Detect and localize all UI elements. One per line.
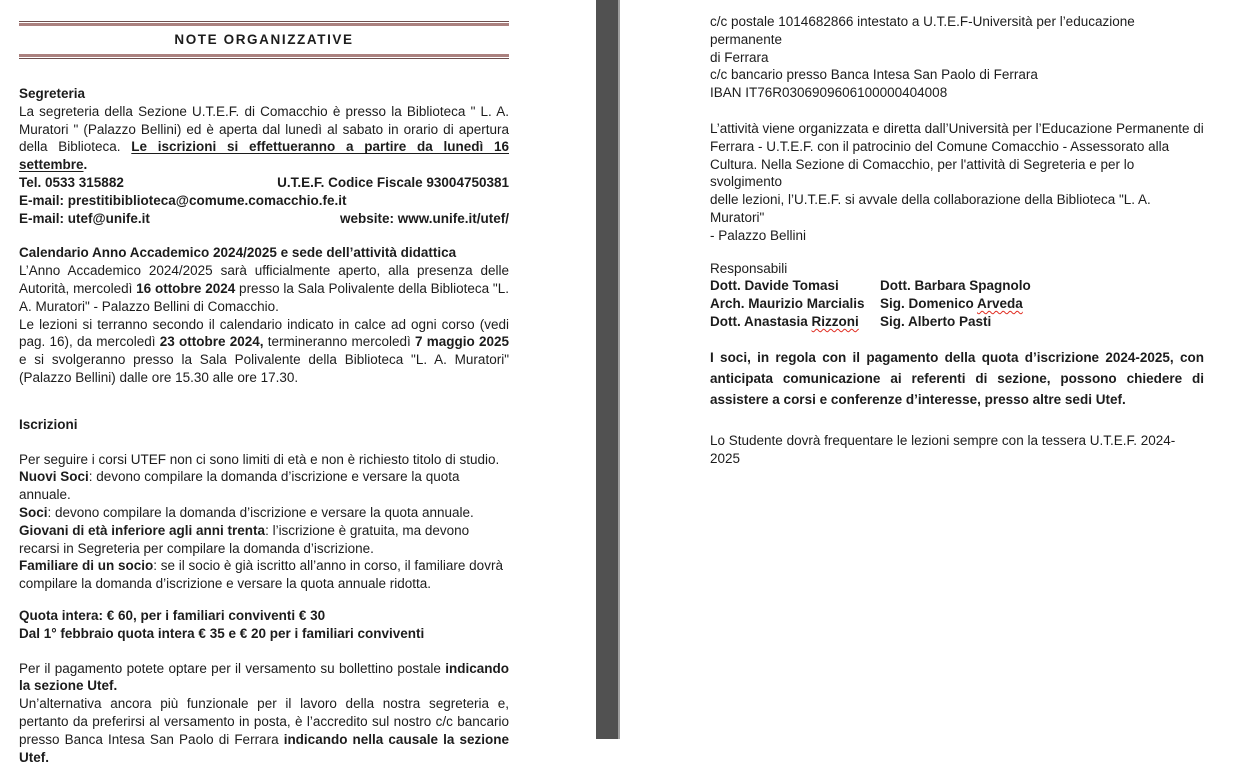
iscrizioni-soci: Soci: devono compilare la domanda d’iscrizione e versare la quota annuale.: [19, 504, 474, 520]
responsabile-name: Dott. Davide Tomasi: [710, 278, 839, 294]
iscrizioni-familiare: Familiare di un socio: se il socio è già iscritto all’anno in corso, il familiare dovrà compilare la domanda d’iscrizione e versare la quota annuale ridotta.: [19, 558, 503, 592]
iscrizioni-heading: Iscrizioni: [19, 416, 78, 432]
tessera-studente-line: Lo Studente dovrà frequentare le lezioni sempre con la tessera U.T.E.F. 2024-2025: [710, 432, 1176, 466]
cc-postale-paragraph: c/c postale 1014682866 intestato a U.T.E.F-Università per l’educazione permanente di Ferrara: [710, 14, 1135, 65]
responsabili-row: [710, 295, 1204, 313]
pagamento-paragraph-1: Per il pagamento potete optare per il versamento su bollettino postale indicando la sezione Utef.: [19, 660, 509, 694]
iscrizioni-nuovi-soci: Nuovi Soci: devono compilare la domanda d’iscrizione e versare la quota annuale.: [19, 469, 460, 503]
cc-bancario-line: c/c bancario presso Banca Intesa San Paolo di Ferrara: [710, 67, 1038, 83]
telephone-number: Tel. 0533 315882: [19, 174, 124, 190]
attivita-paragraph: L’attività viene organizzata e diretta dall’Università per l’Educazione Permanente di Ferrara - U.T.E.F. con il patrocinio del Comune Comacchio - Assessorato alla Cultura. Nella Sezione di Comacchio, per l'attività di Segreteria e per lo svolgimento delle lezioni, l’U.T.E.F. si avvale della collaborazione della Biblioteca "L. A. Muratori" - Palazzo Bellini: [710, 120, 1204, 243]
note-organizzative-title-frame: [19, 21, 509, 59]
website-url: website: www.unife.it/utef/: [339, 210, 509, 226]
pagamento-paragraph-2: Un’alternativa ancora più funzionale per il lavoro della nostra segreteria e, pertanto da preferirsi al versamento in posta, è l’accredito sul nostro c/c bancario presso Banca Intesa San Paolo di Ferrara indicando nella causale la sezione Utef.: [19, 696, 509, 765]
page-divider-bar: [596, 0, 620, 739]
calendario-paragraph-1: L’Anno Accademico 2024/2025 sarà ufficialmente aperto, alla presenza delle Autorità, mercoledì 16 ottobre 2024 presso la Sala Polivalente della Biblioteca "L. A. Muratori" - Palazzo Bellini di Comacchio.: [19, 263, 509, 314]
responsabile-name: Dott. Barbara Spagnolo: [880, 278, 1031, 294]
segreteria-paragraph: La segreteria della Sezione U.T.E.F. di Comacchio è presso la Biblioteca " L. A. Muratori " (Palazzo Bellini) ed è aperta dal lunedì al sabato in orario di apertura della Biblioteca. Le iscrizioni si effettueranno a partire da lunedì 16 settembre.: [19, 103, 509, 173]
soci-quota-paragraph: I soci, in regola con il pagamento della quota d’iscrizione 2024-2025, con anticipata comunicazione ai referenti di sezione, possono chiedere di assistere a corsi e conferenze d’interesse, presso altre sedi Utef.: [710, 349, 1204, 407]
title-rule-bottom: [19, 54, 509, 59]
responsabile-name: Sig. Domenico Arveda: [880, 296, 1023, 312]
title-rule-top: [19, 21, 509, 26]
responsabile-name: Dott. Anastasia Rizzoni: [710, 313, 859, 329]
right-document-page: [710, 0, 1204, 467]
iscrizioni-intro: Per seguire i corsi UTEF non ci sono limiti di età e non è richiesto titolo di studio.: [19, 451, 500, 467]
calendario-paragraph-2: Le lezioni si terranno secondo il calendario indicato in calce ad ogni corso (vedi pag. 16), da mercoledì 23 ottobre 2024, termineranno mercoledì 7 maggio 2025 e si svolgeranno presso la Sala Polivalente della Biblioteca "L. A. Muratori" (Palazzo Bellini) dalle ore 15.30 alle ore 17.30.: [19, 316, 509, 385]
quota-intera-line: Quota intera: € 60, per i familiari conviventi € 30: [19, 607, 326, 623]
email-utef: E-mail: utef@unife.it: [19, 210, 150, 226]
iscrizioni-giovani: Giovani di età inferiore agli anni trenta: l’iscrizione è gratuita, ma devono recarsi in Segreteria per compilare la domanda d’iscrizione.: [19, 522, 470, 556]
responsabile-name: Arch. Maurizio Marcialis: [710, 296, 865, 312]
responsabili-heading: Responsabili: [710, 260, 788, 276]
iban-line: IBAN IT76R0306909606100000404008: [710, 85, 948, 101]
left-document-page: [19, 0, 509, 766]
codice-fiscale: U.T.E.F. Codice Fiscale 93004750381: [277, 174, 509, 190]
quota-febbraio-line: Dal 1° febbraio quota intera € 35 e € 20 per i familiari conviventi: [19, 625, 425, 641]
email-website-line: [19, 210, 509, 228]
responsabile-name: Sig. Alberto Pasti: [880, 313, 992, 329]
email-biblioteca-line: E-mail: prestitibiblioteca@comume.comacchio.fe.it: [19, 192, 347, 208]
responsabili-row: [710, 313, 1204, 331]
calendario-heading: Calendario Anno Accademico 2024/2025 e sede dell’attività didattica: [19, 245, 457, 261]
segreteria-heading: Segreteria: [19, 86, 86, 101]
page-title: NOTE ORGANIZZATIVE: [174, 32, 354, 47]
tel-codice-fiscale-line: [19, 174, 509, 192]
responsabili-row: [710, 277, 1204, 295]
